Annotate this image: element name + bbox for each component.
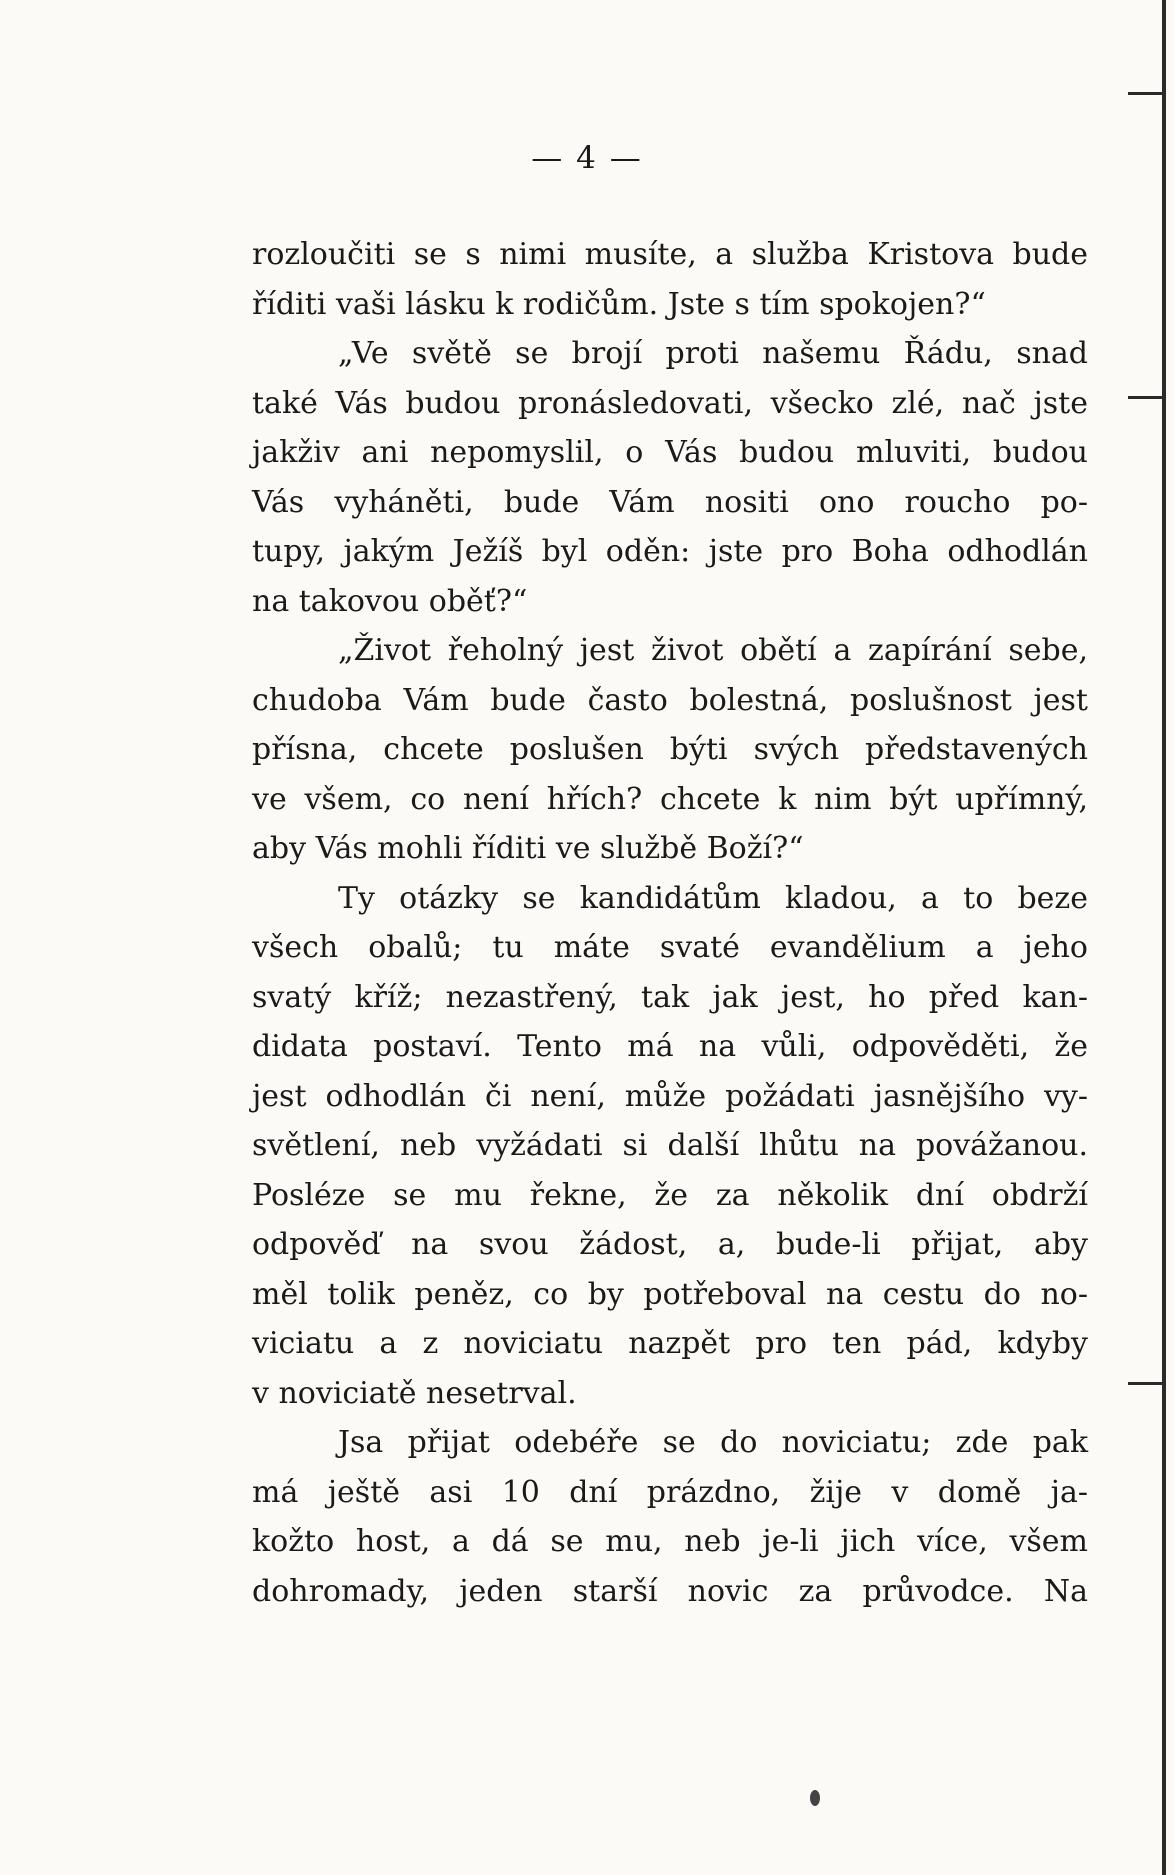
text-line: jakživ ani nepomyslil, o Vás budou mluviti, budou — [252, 435, 1088, 470]
text-line: říditi vaši lásku k rodičům. Jste s tím spokojen?“ — [252, 286, 986, 322]
text-line: dohromady, jeden starší novic za průvodce. Na — [252, 1573, 1088, 1609]
text-line: světlení, neb vyžádati si další lhůtu na povážanou. — [252, 1128, 1088, 1163]
text-line: v noviciatě nesetrval. — [252, 1375, 577, 1411]
text-line: Vás vyháněti, bude Vám nositi ono roucho po- — [252, 484, 1088, 520]
text-line: tupy, jakým Ježíš byl oděn: jste pro Boha odhodlán — [252, 534, 1088, 569]
text-line: Jsa přijat odebéře se do noviciatu; zde pak — [338, 1425, 1088, 1460]
text-line: ve všem, co není hřích? chcete k nim být upřímný, — [252, 781, 1088, 817]
text-line: svatý kříž; nezastřený, tak jak jest, ho před kan- — [252, 979, 1088, 1015]
ink-smudge — [810, 1790, 820, 1806]
text-line: jest odhodlán či není, může požádati jasnějšího vy- — [252, 1078, 1088, 1114]
text-line: také Vás budou pronásledovati, všecko zlé, nač jste — [252, 385, 1088, 421]
text-line: na takovou oběť?“ — [252, 583, 528, 619]
text-line: rozloučiti se s nimi musíte, a služba Kristova bude — [252, 237, 1088, 272]
page-edge-line — [1162, 0, 1166, 1875]
text-line: Ty otázky se kandidátům kladou, a to beze — [338, 880, 1088, 916]
text-line: chudoba Vám bude často bolestná, poslušnost jest — [252, 682, 1088, 718]
text-line: Posléze se mu řekne, že za několik dní obdrží — [252, 1177, 1088, 1213]
page-edge-mark — [1128, 92, 1166, 95]
text-line: odpověď na svou žádost, a, bude-li přijat, aby — [252, 1227, 1088, 1262]
text-line: aby Vás mohli říditi ve službě Boží?“ — [252, 831, 804, 866]
text-line: kožto host, a dá se mu, neb je-li jich více, všem — [252, 1524, 1088, 1559]
page-edge-mark — [1128, 396, 1166, 399]
page-number: — 4 — — [531, 140, 643, 176]
text-line: „Život řeholný jest život obětí a zapírání sebe, — [338, 633, 1088, 668]
text-line: „Ve světě se brojí proti našemu Řádu, snad — [338, 336, 1088, 371]
text-line: měl tolik peněz, co by potřeboval na cestu do no- — [252, 1276, 1088, 1312]
text-line: má ještě asi 10 dní prázdno, žije v domě ja- — [252, 1474, 1088, 1510]
page-edge-mark — [1128, 1382, 1166, 1385]
text-line: přísna, chcete poslušen býti svých představených — [252, 732, 1088, 767]
body-text — [252, 230, 1088, 1616]
text-line: didata postaví. Tento má na vůli, odpověděti, že — [252, 1029, 1088, 1064]
text-line: viciatu a z noviciatu nazpět pro ten pád, kdyby — [252, 1326, 1088, 1361]
text-line: všech obalů; tu máte svaté evandělium a jeho — [252, 930, 1088, 965]
